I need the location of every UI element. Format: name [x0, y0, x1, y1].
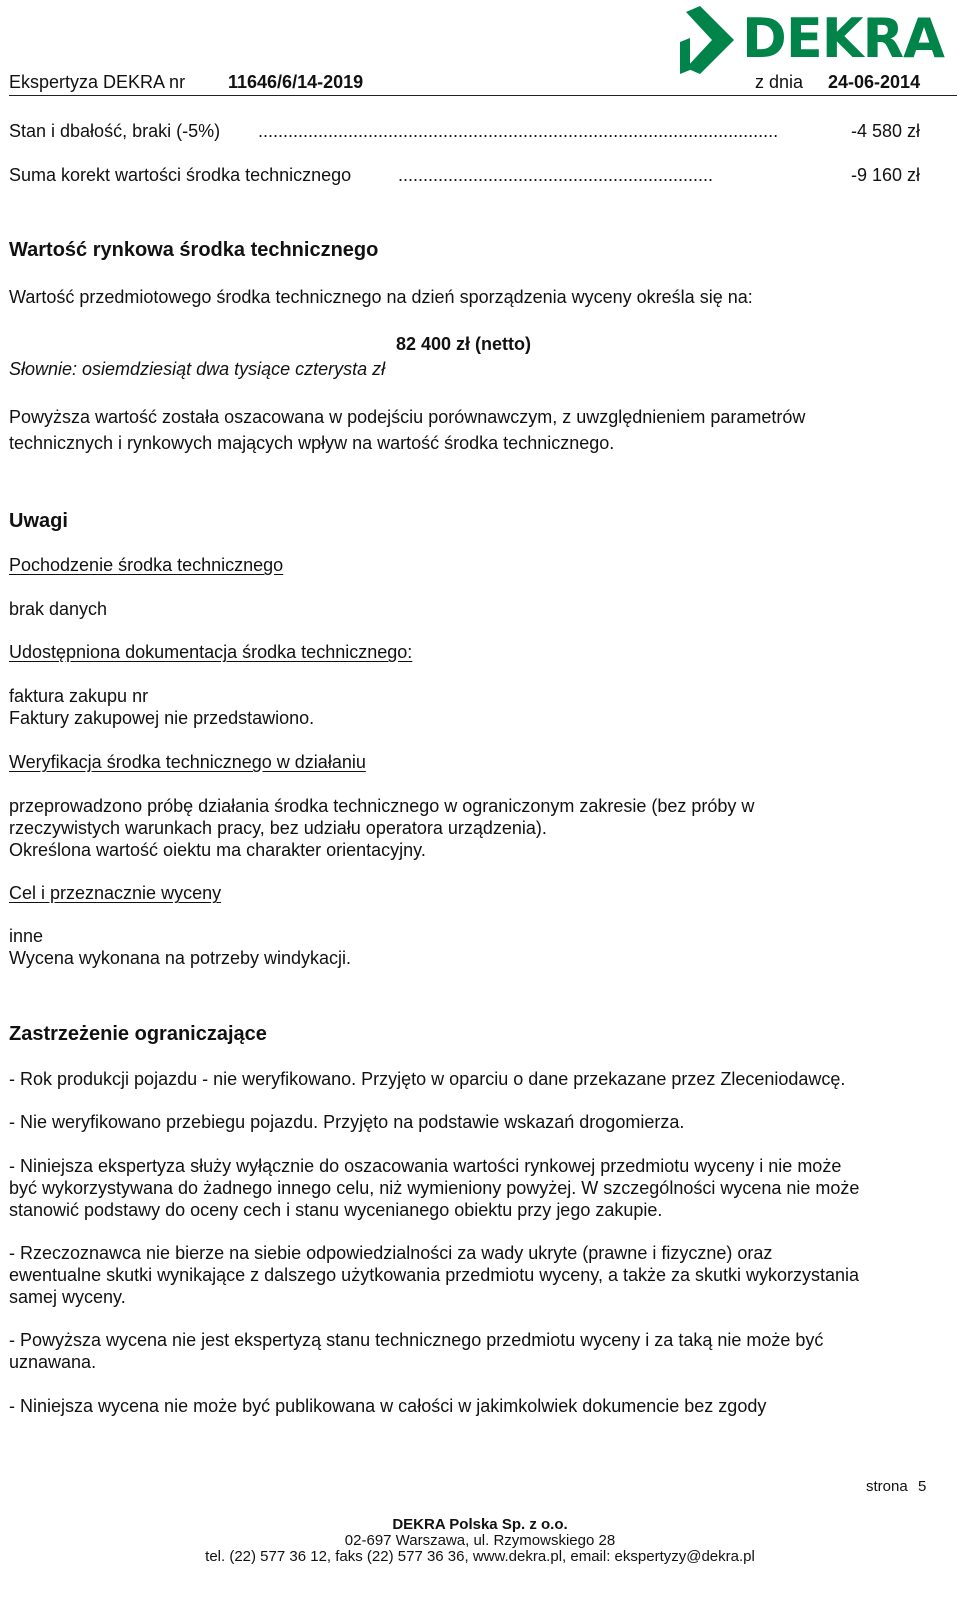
report-date-label: z dnia — [755, 72, 804, 92]
restriction-item: stanowić podstawy do oceny cech i stanu wycenianego obiektu przy jego zakupie. — [9, 1200, 663, 1220]
valuation-method-text: technicznych i rynkowych mających wpływ na wartość środka technicznego. — [9, 433, 615, 453]
header-divider — [9, 95, 957, 96]
section-heading: Wartość rynkowa środka technicznego — [9, 239, 379, 261]
restriction-item: samej wyceny. — [9, 1287, 126, 1307]
purpose-text: Wycena wykonana na potrzeby windykacji. — [9, 948, 352, 968]
verification-label: Weryfikacja środka technicznego w działaniu — [9, 752, 366, 772]
correction-label: Suma korekt wartości środka technicznego — [9, 165, 352, 185]
purpose-label: Cel i przeznacznie wyceny — [9, 883, 222, 903]
correction-value: -4 580 zł — [851, 121, 921, 141]
valuation-method-text: Powyższa wartość została oszacowana w podejściu porównawczym, z uwzględnieniem parametrów — [9, 407, 806, 427]
footer-contact: tel. (22) 577 36 12, faks (22) 577 36 36, www.dekra.pl, email: ekspertyzy@dekra.pl — [205, 1548, 755, 1565]
restriction-item: - Nie weryfikowano przebiegu pojazdu. Przyjęto na podstawie wskazań drogomierza. — [9, 1112, 685, 1132]
restriction-item: - Niniejsza ekspertyza służy wyłącznie do oszacowania wartości rynkowej przedmiotu wyceny i nie może — [9, 1156, 842, 1176]
report-date: 24-06-2014 — [828, 72, 921, 92]
restriction-item: - Niniejsza wycena nie może być publikowana w całości w jakimkolwiek dokumencie bez zgody — [9, 1396, 767, 1416]
dekra-logo — [680, 4, 944, 78]
documentation-text: faktura zakupu nr — [9, 686, 149, 706]
correction-leader: ............................................................... — [398, 165, 714, 185]
documentation-label: Udostępniona dokumentacja środka technicznego: — [9, 642, 413, 662]
section-heading: Zastrzeżenie ograniczające — [9, 1023, 267, 1045]
correction-label: Stan i dbałość, braki (-5%) — [9, 121, 221, 141]
verification-text: przeprowadzono próbę działania środka technicznego w ograniczonym zakresie (bez próby w — [9, 796, 755, 816]
restriction-item: ewentualne skutki wynikające z dalszego użytkowania przedmiotu wyceny, a także za skutki wykorzystania — [9, 1265, 860, 1285]
market-value-in-words: Słownie: osiemdziesiąt dwa tysiące czterysta zł — [9, 359, 386, 379]
restriction-item: uznawana. — [9, 1352, 97, 1372]
purpose-text: inne — [9, 926, 44, 946]
restriction-item: - Rok produkcji pojazdu - nie weryfikowano. Przyjęto w oparciu o dane przekazane przez Zleceniodawcę. — [9, 1069, 846, 1089]
correction-leader: ........................................................................................................ — [258, 121, 779, 141]
footer-address: 02-697 Warszawa, ul. Rzymowskiego 28 — [344, 1532, 616, 1549]
dekra-logo-text: DEKRA — [742, 7, 944, 70]
page-number: 5 — [918, 1478, 927, 1495]
documentation-text: Faktury zakupowej nie przedstawiono. — [9, 708, 315, 728]
footer-company: DEKRA Polska Sp. z o.o. — [392, 1516, 568, 1533]
verification-text: Określona wartość oiektu ma charakter orientacyjny. — [9, 840, 426, 860]
section-heading: Uwagi — [9, 510, 68, 532]
restriction-item: być wykorzystywana do żadnego innego celu, niż wymieniony powyżej. W szczególności wycena nie może — [9, 1178, 860, 1198]
market-value-amount: 82 400 zł (netto) — [396, 334, 532, 354]
report-title-label: Ekspertyza DEKRA nr — [9, 72, 186, 92]
report-number: 11646/6/14-2019 — [228, 72, 364, 92]
origin-label: Pochodzenie środka technicznego — [9, 555, 284, 575]
page-number-label: strona — [866, 1478, 908, 1495]
verification-text: rzeczywistych warunkach pracy, bez udziału operatora urządzenia). — [9, 818, 547, 838]
restriction-item: - Powyższa wycena nie jest ekspertyzą stanu technicznego przedmiotu wyceny i za taką nie może być — [9, 1330, 824, 1350]
correction-value: -9 160 zł — [851, 165, 921, 185]
restriction-item: - Rzeczoznawca nie bierze na siebie odpowiedzialności za wady ukryte (prawne i fizyczne) oraz — [9, 1243, 773, 1263]
market-value-intro: Wartość przedmiotowego środka technicznego na dzień sporządzenia wyceny określa się na: — [9, 287, 753, 307]
origin-value: brak danych — [9, 599, 108, 619]
